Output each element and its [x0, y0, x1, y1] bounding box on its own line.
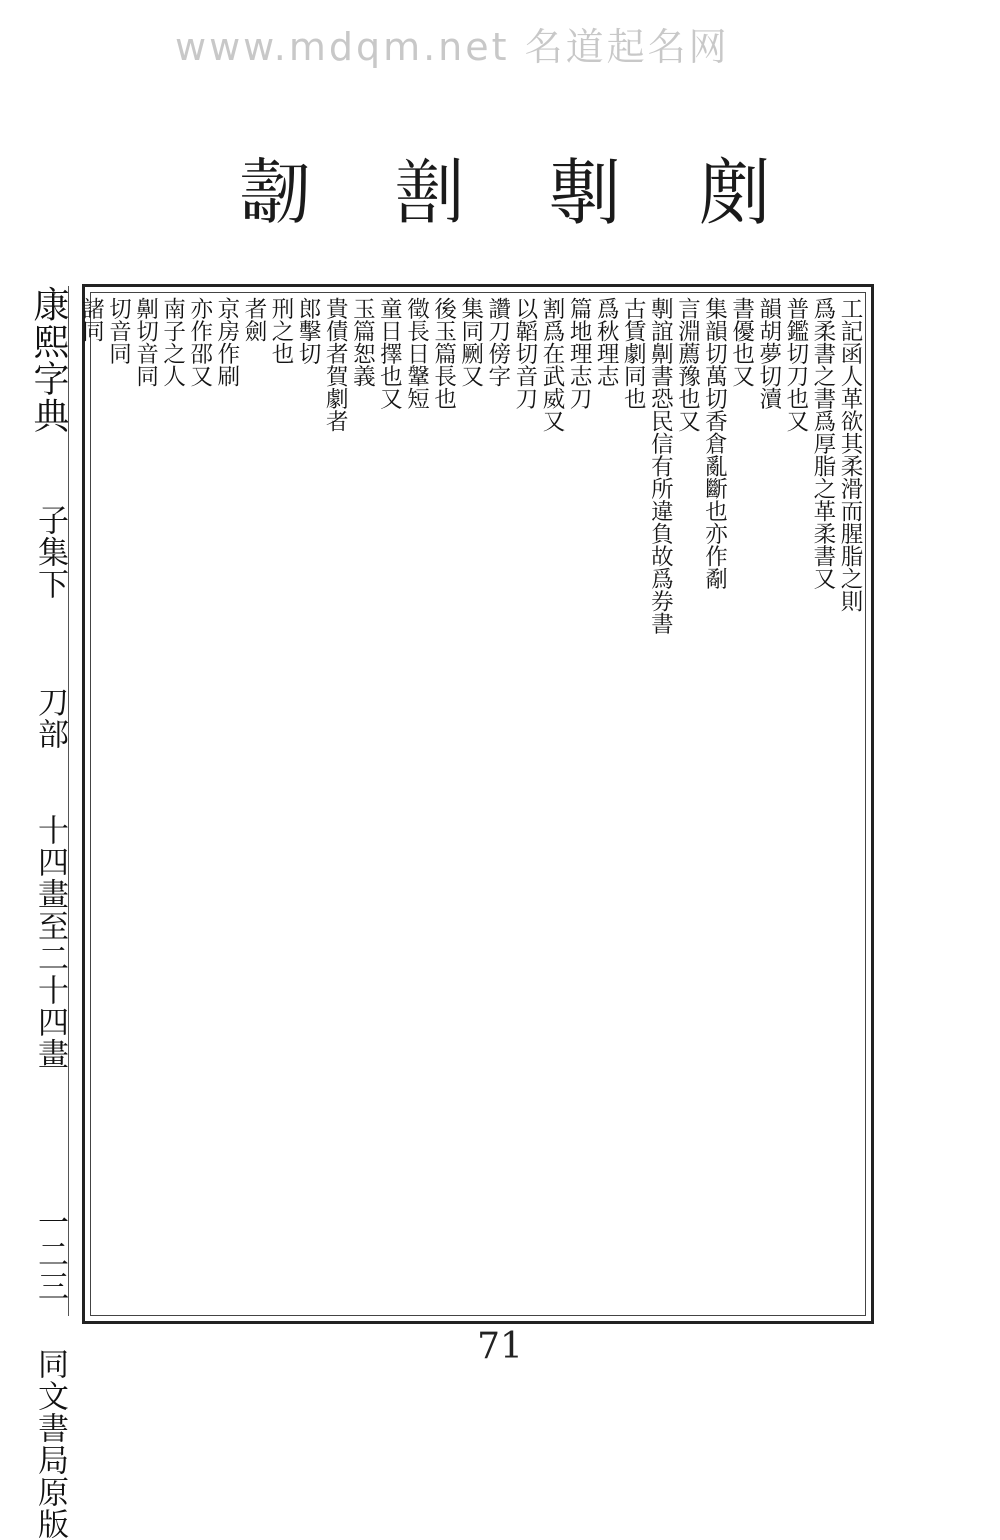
text-column: 後玉篇長也 [430, 297, 457, 410]
text-column: 韻胡夢切瀆 [755, 297, 782, 410]
text-column: 玉篇恕義 [349, 297, 376, 387]
dictionary-text-frame [78, 284, 874, 1324]
page-number: 71 [477, 1326, 523, 1367]
text-columns [77, 297, 863, 1313]
sidebar-divider [68, 286, 69, 1316]
text-column: 童日擇也又 [376, 297, 403, 410]
text-column: 割爲在武威又 [538, 297, 565, 432]
text-column: 工記函人革欲其柔滑而腥脂之則 [837, 297, 863, 612]
publisher-label: 同文書局原版 [32, 1348, 68, 1540]
seal-script-heading [220, 148, 780, 238]
radical-label: 刀部 [32, 686, 68, 750]
text-column: 普鑑切刀也又 [782, 297, 809, 432]
text-column: 徵長日鞶短 [403, 297, 430, 410]
text-column: 劓切音同 [132, 297, 159, 387]
book-title: 康熙字典 [28, 286, 69, 434]
text-column: 者劍 [240, 297, 267, 342]
text-column: 貴債者賀劇者 [322, 297, 349, 432]
text-column: 刑之也 [268, 297, 295, 365]
watermark: www.mdqm.net 名道起名网 [175, 25, 730, 69]
stroke-range-label: 十四畫至二十四畫 [32, 814, 68, 1070]
text-column: 集同劂又 [457, 297, 484, 387]
text-column: 爲柔書之書爲厚脂之革柔書又 [809, 297, 836, 590]
text-column: 爲秋理志 [593, 297, 620, 387]
seal-glyph: 𠠐 [238, 151, 311, 235]
chinese-page-number: 一二三 [32, 1206, 68, 1302]
seal-glyph: 剸 [548, 151, 621, 235]
text-column: 書優也又 [728, 297, 755, 387]
seal-glyph: 剫 [698, 151, 771, 235]
text-column: 切音同 [105, 297, 132, 365]
seal-glyph: 𠟤 [393, 151, 466, 235]
text-column: 南子之人 [159, 297, 186, 387]
text-column: 郎擊切 [295, 297, 322, 365]
text-column: 讚刀傍字 [484, 297, 511, 387]
section-label: 子集下 [32, 504, 68, 600]
text-column: 諸同 [78, 297, 105, 342]
text-column: 亦作邵又 [186, 297, 213, 387]
text-column: 篇地理志刀 [566, 297, 593, 410]
text-column: 古賃劇同也 [620, 297, 647, 410]
text-column: 集韻切萬切香倉亂斷也亦作劀 [701, 297, 728, 590]
margin-sidebar [22, 286, 78, 1540]
text-column: 言淵薦豫也又 [674, 297, 701, 432]
text-frame-inner [78, 292, 866, 1316]
text-column: 以韜切音刀 [511, 297, 538, 410]
text-column: 京房作刷 [213, 297, 240, 387]
text-column: 剸誼劓書恐民信有所違負故爲券書 [647, 297, 674, 635]
